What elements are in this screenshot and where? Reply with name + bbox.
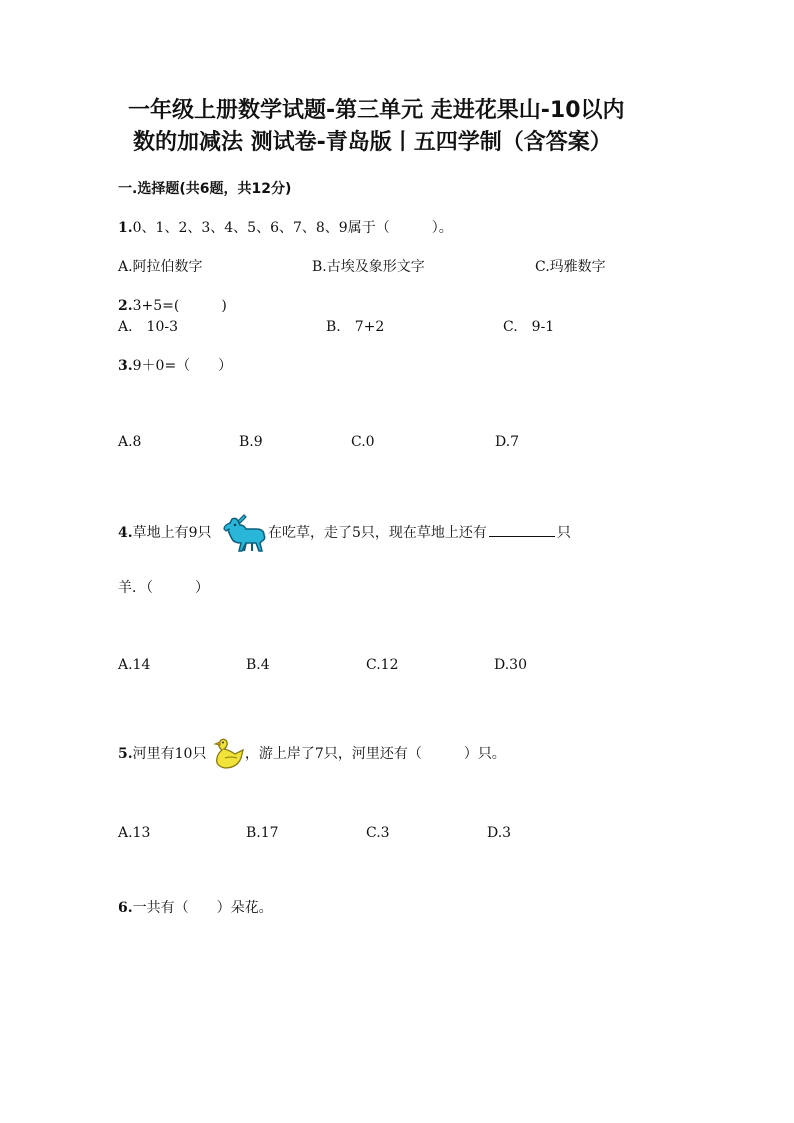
question-text: 一共有（ ）朵花。 (132, 900, 273, 916)
question-1-option-a[interactable]: A.阿拉伯数字 (118, 259, 203, 275)
question-number: 4. (118, 525, 133, 541)
question-4-option-b[interactable]: B.4 (246, 657, 270, 673)
question-number: 3. (118, 358, 133, 374)
answer-blank[interactable] (489, 522, 555, 537)
question-2-option-a[interactable]: A. 10-3 (118, 319, 179, 335)
question-text-before: 河里有10只 (132, 746, 207, 762)
question-2-option-b[interactable]: B. 7+2 (326, 319, 385, 335)
question-5-option-b[interactable]: B.17 (246, 825, 279, 841)
question-number: 5. (118, 746, 133, 762)
question-3 (118, 356, 232, 376)
question-1-option-b[interactable]: B.古埃及象形文字 (312, 259, 425, 275)
question-5-option-d[interactable]: D.3 (487, 825, 512, 841)
question-number: 2. (118, 298, 133, 314)
question-text-before: 草地上有9只 (132, 525, 212, 541)
question-text-end: 只 (556, 525, 571, 541)
question-number: 1. (118, 220, 133, 236)
question-text: 0、1、2、3、4、5、6、7、8、9属于（ ）。 (132, 220, 453, 236)
page-title-line1: 一年级上册数学试题-第三单元 走进花果山-10以内 (128, 98, 625, 123)
question-5-option-a[interactable]: A.13 (118, 825, 151, 841)
question-text-after: 在吃草，走了5只，现在草地上还有 (268, 525, 487, 541)
question-text-after: ，游上岸了7只，河里还有（ ）只。 (244, 746, 506, 762)
question-1-option-c[interactable]: C.玛雅数字 (535, 259, 606, 275)
question-6 (118, 898, 273, 918)
question-3-option-b[interactable]: B.9 (239, 434, 263, 450)
question-3-option-c[interactable]: C.0 (351, 434, 375, 450)
question-3-option-d[interactable]: D.7 (495, 434, 520, 450)
duck-icon (211, 736, 245, 772)
question-text: 9＋0=（ ） (132, 358, 233, 374)
section-heading: 一.选择题(共6题，共12分) (118, 181, 292, 197)
question-5 (118, 736, 506, 772)
question-2 (118, 296, 227, 316)
question-1 (118, 218, 453, 238)
question-4 (118, 513, 571, 553)
goat-icon (216, 513, 268, 553)
question-3-option-a[interactable]: A.8 (118, 434, 142, 450)
question-text: 3+5=( ) (132, 298, 227, 314)
question-4-option-c[interactable]: C.12 (366, 657, 399, 673)
question-2-option-c[interactable]: C. 9-1 (503, 319, 555, 335)
page-title-line2: 数的加减法 测试卷-青岛版丨五四学制（含答案） (133, 130, 612, 155)
question-5-option-c[interactable]: C.3 (366, 825, 390, 841)
question-4-line2: 羊．（ ） (118, 580, 209, 596)
question-4-option-d[interactable]: D.30 (494, 657, 527, 673)
question-4-option-a[interactable]: A.14 (118, 657, 151, 673)
question-number: 6. (118, 900, 133, 916)
